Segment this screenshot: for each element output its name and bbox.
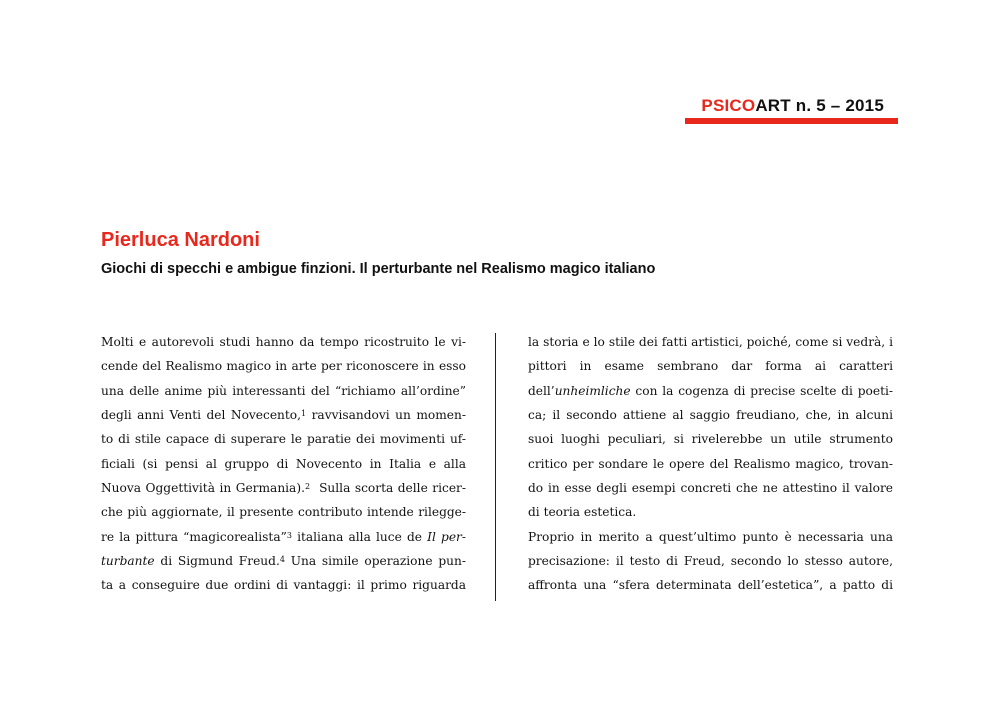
body-column-right xyxy=(528,330,893,598)
text-line: re la pittura “magicorealista”$^3$ italiana alla luce de Il per- xyxy=(101,529,466,544)
text-line: ta a conseguire due ordini di vantaggi: il primo riguarda xyxy=(101,578,466,593)
text-line: to di stile capace di superare le paratie dei movimenti uf- xyxy=(101,432,466,447)
text-line: precisazione: il testo di Freud, secondo lo stesso autore, xyxy=(528,554,893,569)
text-line: Molti e autorevoli studi hanno da tempo ricostruito le vi- xyxy=(101,335,466,349)
text-line: critico per sondare le opere del Realismo magico, trovan- xyxy=(528,456,893,471)
text-line: do in esse degli esempi concreti che ne attestino il valore xyxy=(528,481,893,496)
journal-name-prefix: PSICO xyxy=(701,96,756,115)
journal-issue: ART n. 5 – 2015 xyxy=(755,96,884,115)
text-line: Nuova Oggettività in Germania).$^2$ Sulla scorta delle ricer- xyxy=(101,481,466,496)
text-line: ca; il secondo attiene al saggio freudiano, che, in alcuni xyxy=(528,408,893,423)
text-line: la storia e lo stile dei fatti artistici, poiché, come si vedrà, i xyxy=(528,335,893,349)
footnote-mark: 2 xyxy=(304,482,311,492)
footnote-mark: 3 xyxy=(286,530,292,540)
text-line: turbante di Sigmund Freud.$^4$ Una simile operazione pun- xyxy=(101,554,466,569)
text-line: che più aggiornate, il presente contributo intende rilegge- xyxy=(101,505,466,520)
text-line: una delle anime più interessanti del “richiamo all’ordine” xyxy=(101,383,466,398)
text-line: cende del Realismo magico in arte per riconoscere in esso xyxy=(101,359,466,374)
article-author: Pierluca Nardoni xyxy=(101,229,260,251)
journal-header xyxy=(701,96,884,116)
text-line: pittori in esame sembrano dar forma ai caratteri xyxy=(528,359,893,374)
text-line: affronta una “sfera determinata dell’estetica”, a patto di xyxy=(528,578,893,593)
footnote-mark: 4 xyxy=(279,555,285,565)
body-column-left xyxy=(101,330,466,598)
column-divider xyxy=(495,333,496,601)
header-underline xyxy=(685,118,898,124)
text-line: suoi luoghi peculiari, si rivelerebbe un utile strumento xyxy=(528,432,893,447)
text-line: dell’unheimliche con la cogenza di precise scelte di poeti- xyxy=(528,383,893,398)
text-line: di teoria estetica. xyxy=(528,505,637,520)
text-line: Proprio in merito a quest’ultimo punto è necessaria una xyxy=(528,529,893,544)
text-line: degli anni Venti del Novecento,$^1$ ravvisandovi un momen- xyxy=(101,408,466,423)
text-line: ficiali (si pensi al gruppo di Novecento in Italia e alla xyxy=(101,456,466,471)
article-title: Giochi di specchi e ambigue finzioni. Il perturbante nel Realismo magico italiano xyxy=(101,261,656,277)
footnote-mark: 1 xyxy=(301,409,307,419)
